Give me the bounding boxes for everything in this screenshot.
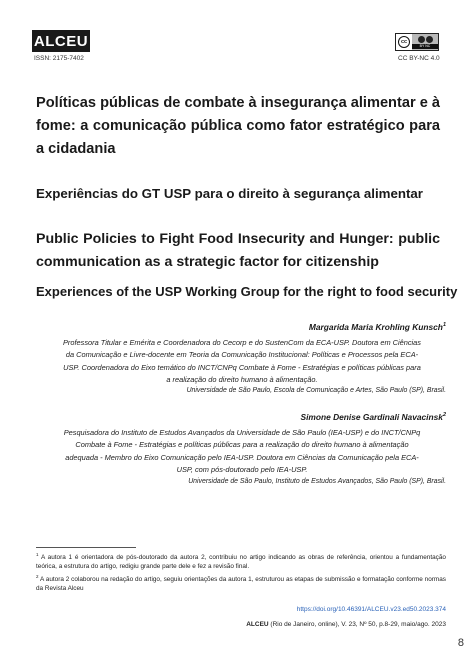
author-bio: Professora Titular e Emérita e Coordenadora do Cecorp e do SustenCom da ECA-USP. Doutora em Ciências da Comunicação e Livre-docente em Teoria da Comunicação Institucional: Políticas e Processos pela ECA- USP. Coordenadora do Eixo temático do INCT/CNPq Combate à Fome - Estratégias e políticas públicas para a realização do direito humano à alimentação. xyxy=(62,338,421,385)
author-affiliation: Universidade de São Paulo, Escola de Comunicação e Artes, São Paulo (SP), Brasil. xyxy=(186,387,446,394)
title-en: Public Policies to Fight Food Insecurity and Hunger: public communication as a strategic factor for citizenship xyxy=(36,231,440,270)
author-affiliation: Universidade de São Paulo, Instituto de Estudos Avançados, São Paulo (SP), Brasil. xyxy=(188,478,446,485)
cc-license-badge[interactable] xyxy=(395,33,439,51)
by-icon xyxy=(418,36,425,43)
issn: ISSN: 2175-7402 xyxy=(34,55,84,62)
subtitle-en: Experiences of the USP Working Group for the right to food security xyxy=(36,284,458,299)
license-text: CC BY-NC 4.0 xyxy=(398,55,440,62)
page-number: 8 xyxy=(457,637,464,649)
author-name: Simone Denise Gardinali Navacinsk$^2$ xyxy=(300,412,446,422)
subtitle-pt: Experiências do GT USP para o direito à segurança alimentar xyxy=(36,186,423,201)
footnote: $^1$ A autora 1 é orientadora de pós-doutorado da autora 2, contribuiu no artigo indicando as obras de referência, orientou a fundamentação teórica, a estrutura do artigo, redigiu grande parte dele e fez a revisão final. xyxy=(36,552,446,571)
cc-icon: cc xyxy=(396,34,412,50)
doi-link[interactable]: https://doi.org/10.46391/ALCEU.v23.ed50.2023.374 xyxy=(296,606,446,613)
author-name: Margarida Maria Krohling Kunsch$^1$ xyxy=(308,322,446,332)
author-bio: Pesquisadora do Instituto de Estudos Avançados da Universidade de São Paulo (IEA-USP) e do INCT/CNPq Combate à Fome - Estratégias e políticas públicas para a realização do direito humano à alimentação adequada - Membro do Eixo Comunicação pelo IEA-USP. Doutora em Ciências da Comunicação pela ECA- USP, com pós-doutorado pelo IEA-USP. xyxy=(63,428,421,475)
footnote: $^2$ A autora 2 colaborou na redação do artigo, seguiu orientações da autora 1, estruturou as etapas de submissão e formatação conforme normas da Revista Alceu xyxy=(36,574,446,593)
title-pt: Políticas públicas de combate à insegurança alimentar e à fome: a comunicação pública como fator estratégico para a cidadania xyxy=(36,95,440,157)
nc-icon xyxy=(426,36,433,43)
journal-logo: ALCEU xyxy=(32,30,90,52)
citation: ALCEU (Rio de Janeiro, online), V. 23, Nº 50, p.8-29, maio/ago. 2023 xyxy=(246,621,446,628)
footnote-divider xyxy=(36,547,136,548)
cc-strip: BY NC xyxy=(412,44,438,49)
